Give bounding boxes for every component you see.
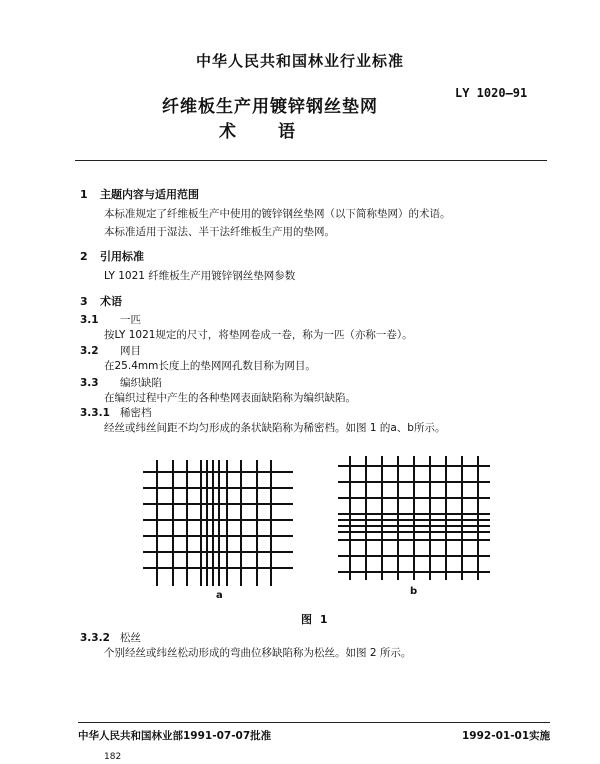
section-3-title: 术语	[100, 295, 122, 308]
section-2-number: 2	[80, 250, 88, 263]
figure-1b-label: b	[410, 586, 418, 597]
section-2-heading	[80, 248, 144, 264]
figure-1b-uneven-weft-mesh	[338, 456, 496, 584]
term-3-3-2-number: 3.3.2	[80, 632, 110, 644]
term-3-3-1-title: 稀密档	[120, 407, 152, 419]
term-3-1-number: 3.1	[80, 314, 99, 326]
section-1-paragraph-2: 本标准适用于湿法、半干法纤维板生产用的垫网。	[104, 226, 335, 238]
term-3-1-heading	[80, 312, 141, 327]
section-2-title: 引用标准	[100, 250, 144, 263]
document-title: 纤维板生产用镀锌钢丝垫网	[162, 97, 378, 117]
term-3-3-1-heading	[80, 405, 152, 420]
section-1-number: 1	[80, 188, 88, 201]
effective-date: 1992-01-01实施	[462, 730, 551, 742]
term-3-3-body: 在编织过程中产生的各种垫网表面缺陷称为编织缺陷。	[104, 392, 356, 404]
term-3-3-1-body: 经丝或纬丝间距不均匀形成的条状缺陷称为稀密档。如图 1 的a、b所示。	[104, 422, 446, 434]
page-number: 182	[104, 752, 122, 762]
term-3-3-2-body: 个别经丝或纬丝松动形成的弯曲位移缺陷称为松丝。如图 2 所示。	[104, 647, 412, 659]
term-3-3-2-title: 松丝	[120, 632, 141, 644]
term-3-2-number: 3.2	[80, 345, 99, 357]
figure-1a-uneven-warp-mesh	[143, 458, 301, 588]
header-divider	[75, 160, 547, 161]
section-2-paragraph-1: LY 1021 纤维板生产用镀锌钢丝垫网参数	[104, 270, 296, 282]
term-3-3-2-heading	[80, 630, 141, 645]
section-1-heading	[80, 186, 199, 202]
term-3-2-heading	[80, 343, 141, 358]
figure-1a-label: a	[216, 590, 223, 601]
section-1-title: 主题内容与适用范围	[100, 188, 199, 201]
section-3-number: 3	[80, 295, 88, 308]
term-3-3-title: 编织缺陷	[120, 377, 162, 389]
section-3-heading	[80, 293, 122, 309]
term-3-1-body: 按LY 1021规定的尺寸，将垫网卷成一卷，称为一匹（亦称一卷）。	[104, 329, 413, 341]
term-3-3-1-number: 3.3.1	[80, 407, 110, 419]
header-organization: 中华人民共和国林业行业标准	[195, 52, 404, 70]
standard-code: LY 1020—91	[455, 86, 528, 100]
term-3-3-number: 3.3	[80, 377, 99, 389]
figure-1-caption: 图 1	[301, 613, 330, 626]
approval-date: 中华人民共和国林业部1991-07-07批准	[78, 730, 272, 742]
section-1-paragraph-1: 本标准规定了纤维板生产中使用的镀锌钢丝垫网（以下简称垫网）的术语。	[104, 208, 451, 220]
document-subtitle: 术语	[219, 122, 337, 142]
term-3-2-title: 网目	[120, 345, 141, 357]
term-3-2-body: 在25.4mm长度上的垫网网孔数目称为网目。	[104, 360, 316, 372]
term-3-1-title: 一匹	[120, 314, 141, 326]
term-3-3-heading	[80, 375, 162, 390]
footer-divider	[78, 722, 550, 723]
